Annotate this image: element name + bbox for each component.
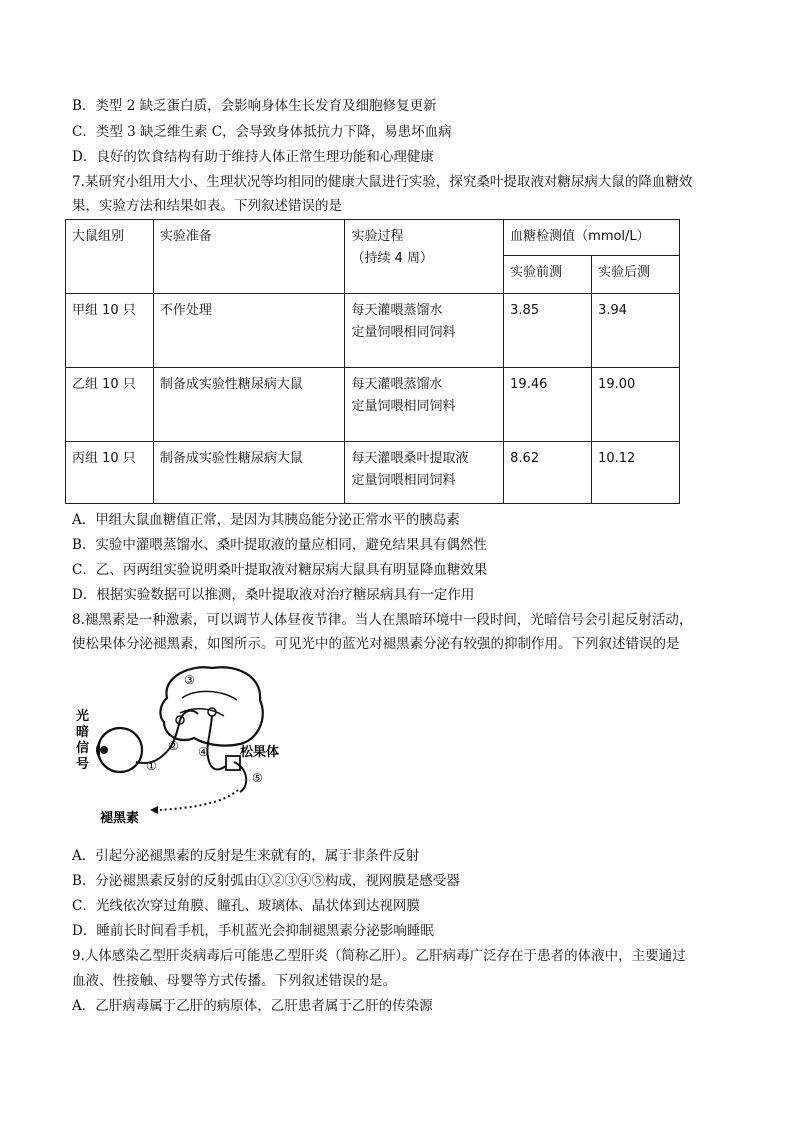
header-group: 大鼠组别	[66, 220, 154, 294]
row-process: 每天灌喂蒸馏水 定量饲喂相同饲料	[345, 294, 504, 368]
q7-option-a: A．甲组大鼠血糖值正常，是因为其胰岛能分泌正常水平的胰岛素	[72, 512, 460, 528]
q8-stem-line-1: 8.褪黑素是一种激素，可以调节人体昼夜节律。当人在黑暗环境中一段时间，光暗信号会引起反射活动，	[72, 612, 693, 628]
q7-option-b: B．实验中灌喂蒸馏水、桑叶提取液的量应相同，避免结果具有偶然性	[72, 537, 487, 553]
row-after: 19.00	[592, 368, 680, 442]
header-process: 实验过程 （持续 4 周）	[345, 220, 504, 294]
label-melatonin: 褪黑素	[100, 810, 140, 825]
row-group: 丙组 10 只	[66, 442, 154, 504]
table-row	[66, 368, 680, 442]
q6-option-b: B．类型 2 缺乏蛋白质，会影响身体生长发育及细胞修复更新	[72, 98, 437, 114]
row-process: 每天灌喂桑叶提取液 定量饲喂相同饲料	[345, 442, 504, 504]
q7-stem-line-2: 果，实验方法和结果如表。下列叙述错误的是	[72, 198, 342, 214]
label-num-2: ②	[168, 739, 179, 753]
header-blood-sugar: 血糖检测值（mmol/L）	[504, 220, 680, 256]
q7-stem-line-1: 7.某研究小组用大小、生理状况等均相同的健康大鼠进行实验，探究桑叶提取液对糖尿病大鼠的降血糖效	[72, 174, 693, 190]
q8-option-d: D．睡前长时间看手机，手机蓝光会抑制褪黑素分泌影响睡眠	[72, 923, 434, 939]
label-pineal: 松果体	[240, 744, 280, 759]
q6-option-d: D．良好的饮食结构有助于维持人体正常生理功能和心理健康	[72, 149, 434, 165]
label-signal-4: 号	[76, 756, 90, 771]
header-after: 实验后测	[592, 256, 680, 294]
row-prep: 制备成实验性糖尿病大鼠	[153, 442, 345, 504]
q9-stem-line-1: 9.人体感染乙型肝炎病毒后可能患乙型肝炎（简称乙肝）。乙肝病毒广泛存在于患者的体液中，主要通过	[72, 948, 686, 964]
row-before: 3.85	[504, 294, 592, 368]
table-row	[66, 294, 680, 368]
table-row	[66, 442, 680, 504]
label-signal-3: 信	[76, 740, 90, 755]
row-before: 19.46	[504, 368, 592, 442]
row-after: 10.12	[592, 442, 680, 504]
q8-option-a: A．引起分泌褪黑素的反射是生来就有的，属于非条件反射	[72, 848, 420, 864]
q6-option-c: C．类型 3 缺乏维生素 C，会导致身体抵抗力下降，易患坏血病	[72, 124, 452, 140]
label-num-3: ③	[184, 673, 195, 687]
label-num-1: ①	[146, 759, 157, 773]
header-prep: 实验准备	[153, 220, 345, 294]
q7-option-d: D．根据实验数据可以推测，桑叶提取液对治疗糖尿病具有一定作用	[72, 587, 475, 603]
row-prep: 不作处理	[153, 294, 345, 368]
label-num-5: ⑤	[252, 771, 263, 785]
row-before: 8.62	[504, 442, 592, 504]
q9-stem-line-2: 血液、性接触、母婴等方式传播。下列叙述错误的是。	[72, 973, 396, 989]
label-signal-1: 光	[76, 708, 90, 723]
header-before: 实验前测	[504, 256, 592, 294]
experiment-table	[65, 219, 680, 504]
label-signal-2: 暗	[76, 724, 90, 739]
reflex-diagram	[72, 658, 282, 833]
row-process: 每天灌喂蒸馏水 定量饲喂相同饲料	[345, 368, 504, 442]
label-num-4: ④	[198, 745, 209, 759]
row-prep: 制备成实验性糖尿病大鼠	[153, 368, 345, 442]
q7-option-c: C．乙、丙两组实验说明桑叶提取液对糖尿病大鼠具有明显降血糖效果	[72, 562, 488, 578]
q9-option-a: A．乙肝病毒属于乙肝的病原体，乙肝患者属于乙肝的传染源	[72, 998, 433, 1014]
q8-stem-line-2: 使松果体分泌褪黑素，如图所示。可见光中的蓝光对褪黑素分泌有较强的抑制作用。下列叙述错误的是	[72, 636, 680, 652]
row-after: 3.94	[592, 294, 680, 368]
q8-option-b: B．分泌褪黑素反射的反射弧由①②③④⑤构成，视网膜是感受器	[72, 873, 460, 889]
q8-option-c: C．光线依次穿过角膜、瞳孔、玻璃体、晶状体到达视网膜	[72, 898, 420, 914]
row-group: 甲组 10 只	[66, 294, 154, 368]
row-group: 乙组 10 只	[66, 368, 154, 442]
